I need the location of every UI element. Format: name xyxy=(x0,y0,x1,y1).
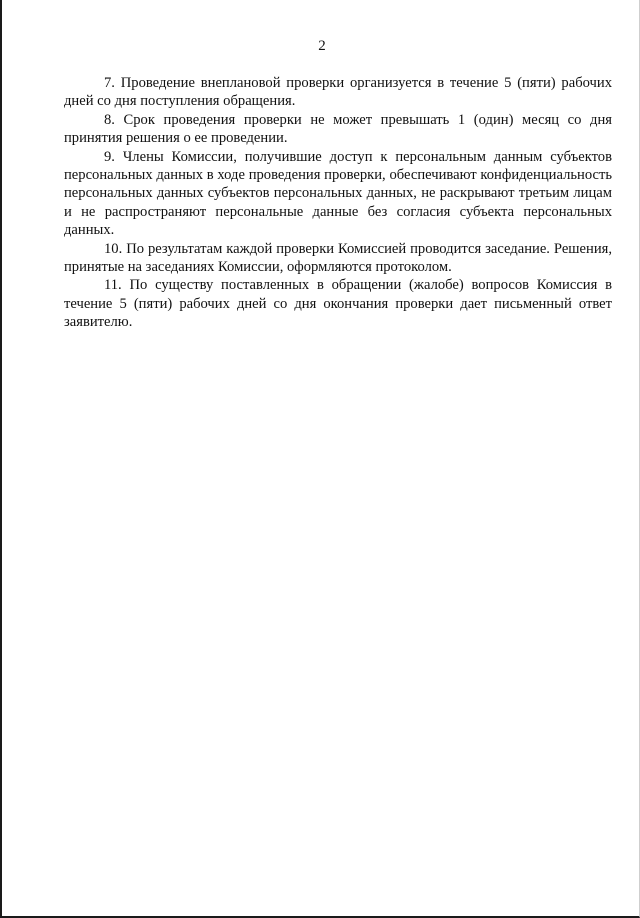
page-number: 2 xyxy=(318,38,326,54)
document-body xyxy=(64,74,612,332)
paragraph-10: 10. По результатам каждой проверки Комиссией проводится заседание. Решения, принятые на заседаниях Комиссии, оформляются протоколом. xyxy=(64,240,612,276)
paragraph-7: 7. Проведение внеплановой проверки организуется в течение 5 (пяти) рабочих дней со дня поступления обращения. xyxy=(64,75,612,110)
paragraph-9: 9. Члены Комиссии, получившие доступ к персональным данным субъектов персональных данных в ходе проведения проверки, обеспечивают конфиденциальность персональных данных субъектов персональных данных, не раскрывают третьим лицам и не распространяют персональные данные без согласия субъекта персональных данных. xyxy=(64,148,612,239)
paragraph-8: 8. Срок проведения проверки не может превышать 1 (один) месяц со дня принятия решения о ее проведении. xyxy=(64,111,612,147)
paragraph-11: 11. По существу поставленных в обращении (жалобе) вопросов Комиссия в течение 5 (пяти) рабочих дней со дня окончания проверки дает письменный ответ заявителю. xyxy=(64,277,612,331)
